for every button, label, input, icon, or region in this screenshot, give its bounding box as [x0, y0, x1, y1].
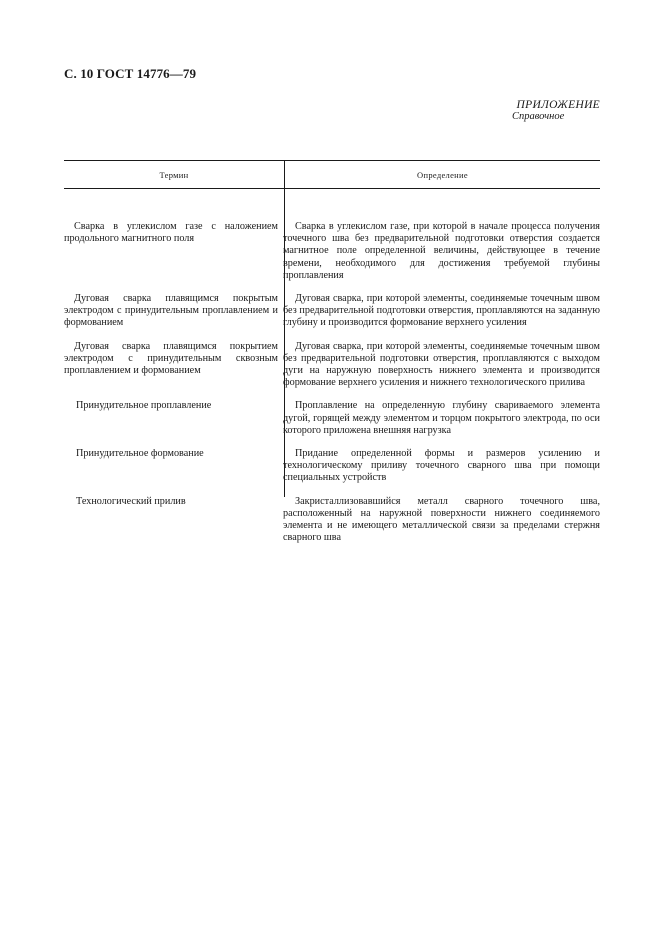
- table-row: [64, 330, 600, 390]
- appendix-title: ПРИЛОЖЕНИЕ: [516, 99, 600, 111]
- page-header: С. 10 ГОСТ 14776—79: [64, 66, 197, 81]
- table-row: [64, 389, 600, 437]
- definition-cell: Закристаллизовавшийся металл сварного точечного шва, расположенный на наружной поверхности нижнего соединяемого элемента и не имеющего металлической связи за пределами стержня сварного шва: [283, 495, 600, 544]
- term-cell: Принудительное проплавление: [76, 400, 212, 412]
- column-header-term: Термин: [159, 169, 189, 180]
- definition-cell: Дуговая сварка, при которой элементы, соединяемые точечным швом без предварительной подготовки отверстия, проплавляются с выходом дуги на наружную поверхность нижнего элемента и производится формование верхнего усиления и нижнего технологического прилива: [283, 340, 600, 389]
- table-body: [64, 189, 600, 544]
- table-row: [64, 437, 600, 485]
- term-cell: Принудительное формование: [76, 448, 204, 460]
- table-row: [64, 189, 600, 282]
- definition-cell: Дуговая сварка, при которой элементы, соединяемые точечным швом без предварительной подготовки отверстия, проплавляются на заданную глубину и производится формование верхнего усиления: [283, 293, 600, 329]
- term-cell: Технологический прилив: [76, 495, 186, 507]
- table-row: [64, 485, 600, 545]
- appendix-label: [510, 99, 600, 122]
- definition-cell: Проплавление на определенную глубину свариваемого элемента дугой, горящей между элементом и торцом покрытого электрода, по оси которого приложена внешняя нагрузка: [283, 400, 600, 436]
- table-row: [64, 282, 600, 330]
- definition-cell: Сварка в углекислом газе, при которой в начале процесса получения точечного шва без предварительной подготовки отверстия создается магнитное поле определенной величины, действующее в течение времени, необходимого для достижения требуемой глубины проплавления: [283, 221, 600, 281]
- term-cell: Сварка в углекислом газе с наложением продольного магнитного поля: [64, 221, 278, 245]
- term-cell: Дуговая сварка плавящимся покрытием электродом с принудительным сквозным проплавлением и формованием: [64, 340, 278, 377]
- appendix-subtitle: Справочное: [512, 111, 565, 122]
- term-cell: Дуговая сварка плавящимся покрытым электродом с принудительным проплавлением и формованием: [64, 293, 278, 329]
- terms-table: [64, 160, 600, 544]
- definition-cell: Придание определенной формы и размеров усилению и технологическому приливу точечного сварного шва при помощи специальных устройств: [283, 448, 600, 484]
- table-header-row: [64, 161, 600, 188]
- column-header-definition: Определение: [284, 161, 600, 188]
